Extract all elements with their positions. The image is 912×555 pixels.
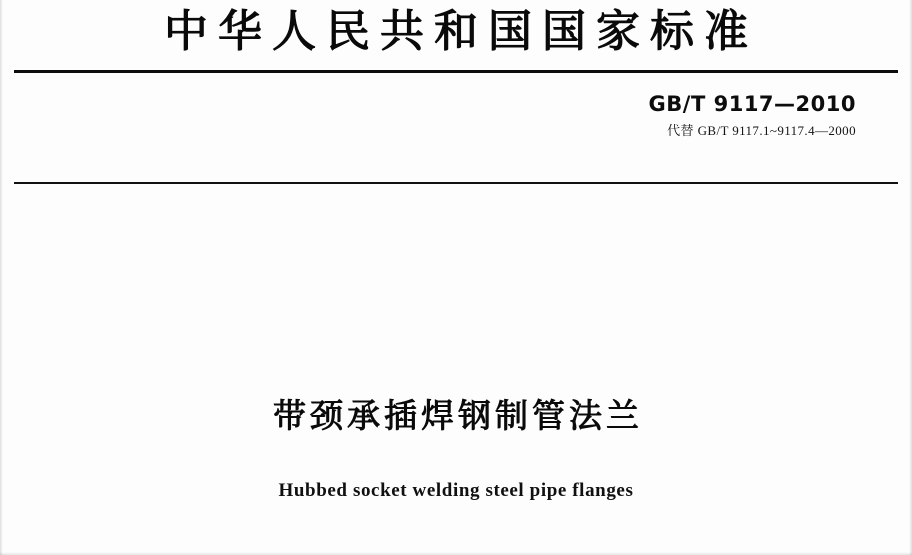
standard-number-block [649,92,856,139]
page-title-chinese: 带颈承插焊钢制管法兰 [273,396,643,435]
header-divider-thin [14,182,898,184]
header-divider-thick [14,70,898,73]
scan-edge-left [0,0,3,555]
standard-replaces-note: 代替 GB/T 9117.1~9117.4—2000 [667,123,856,138]
page-title-english: Hubbed socket welding steel pipe flanges [278,480,634,501]
standard-number: GB/T 9117—2010 [648,92,856,116]
national-standard-heading: 中华人民共和国国家标准 [164,6,758,57]
